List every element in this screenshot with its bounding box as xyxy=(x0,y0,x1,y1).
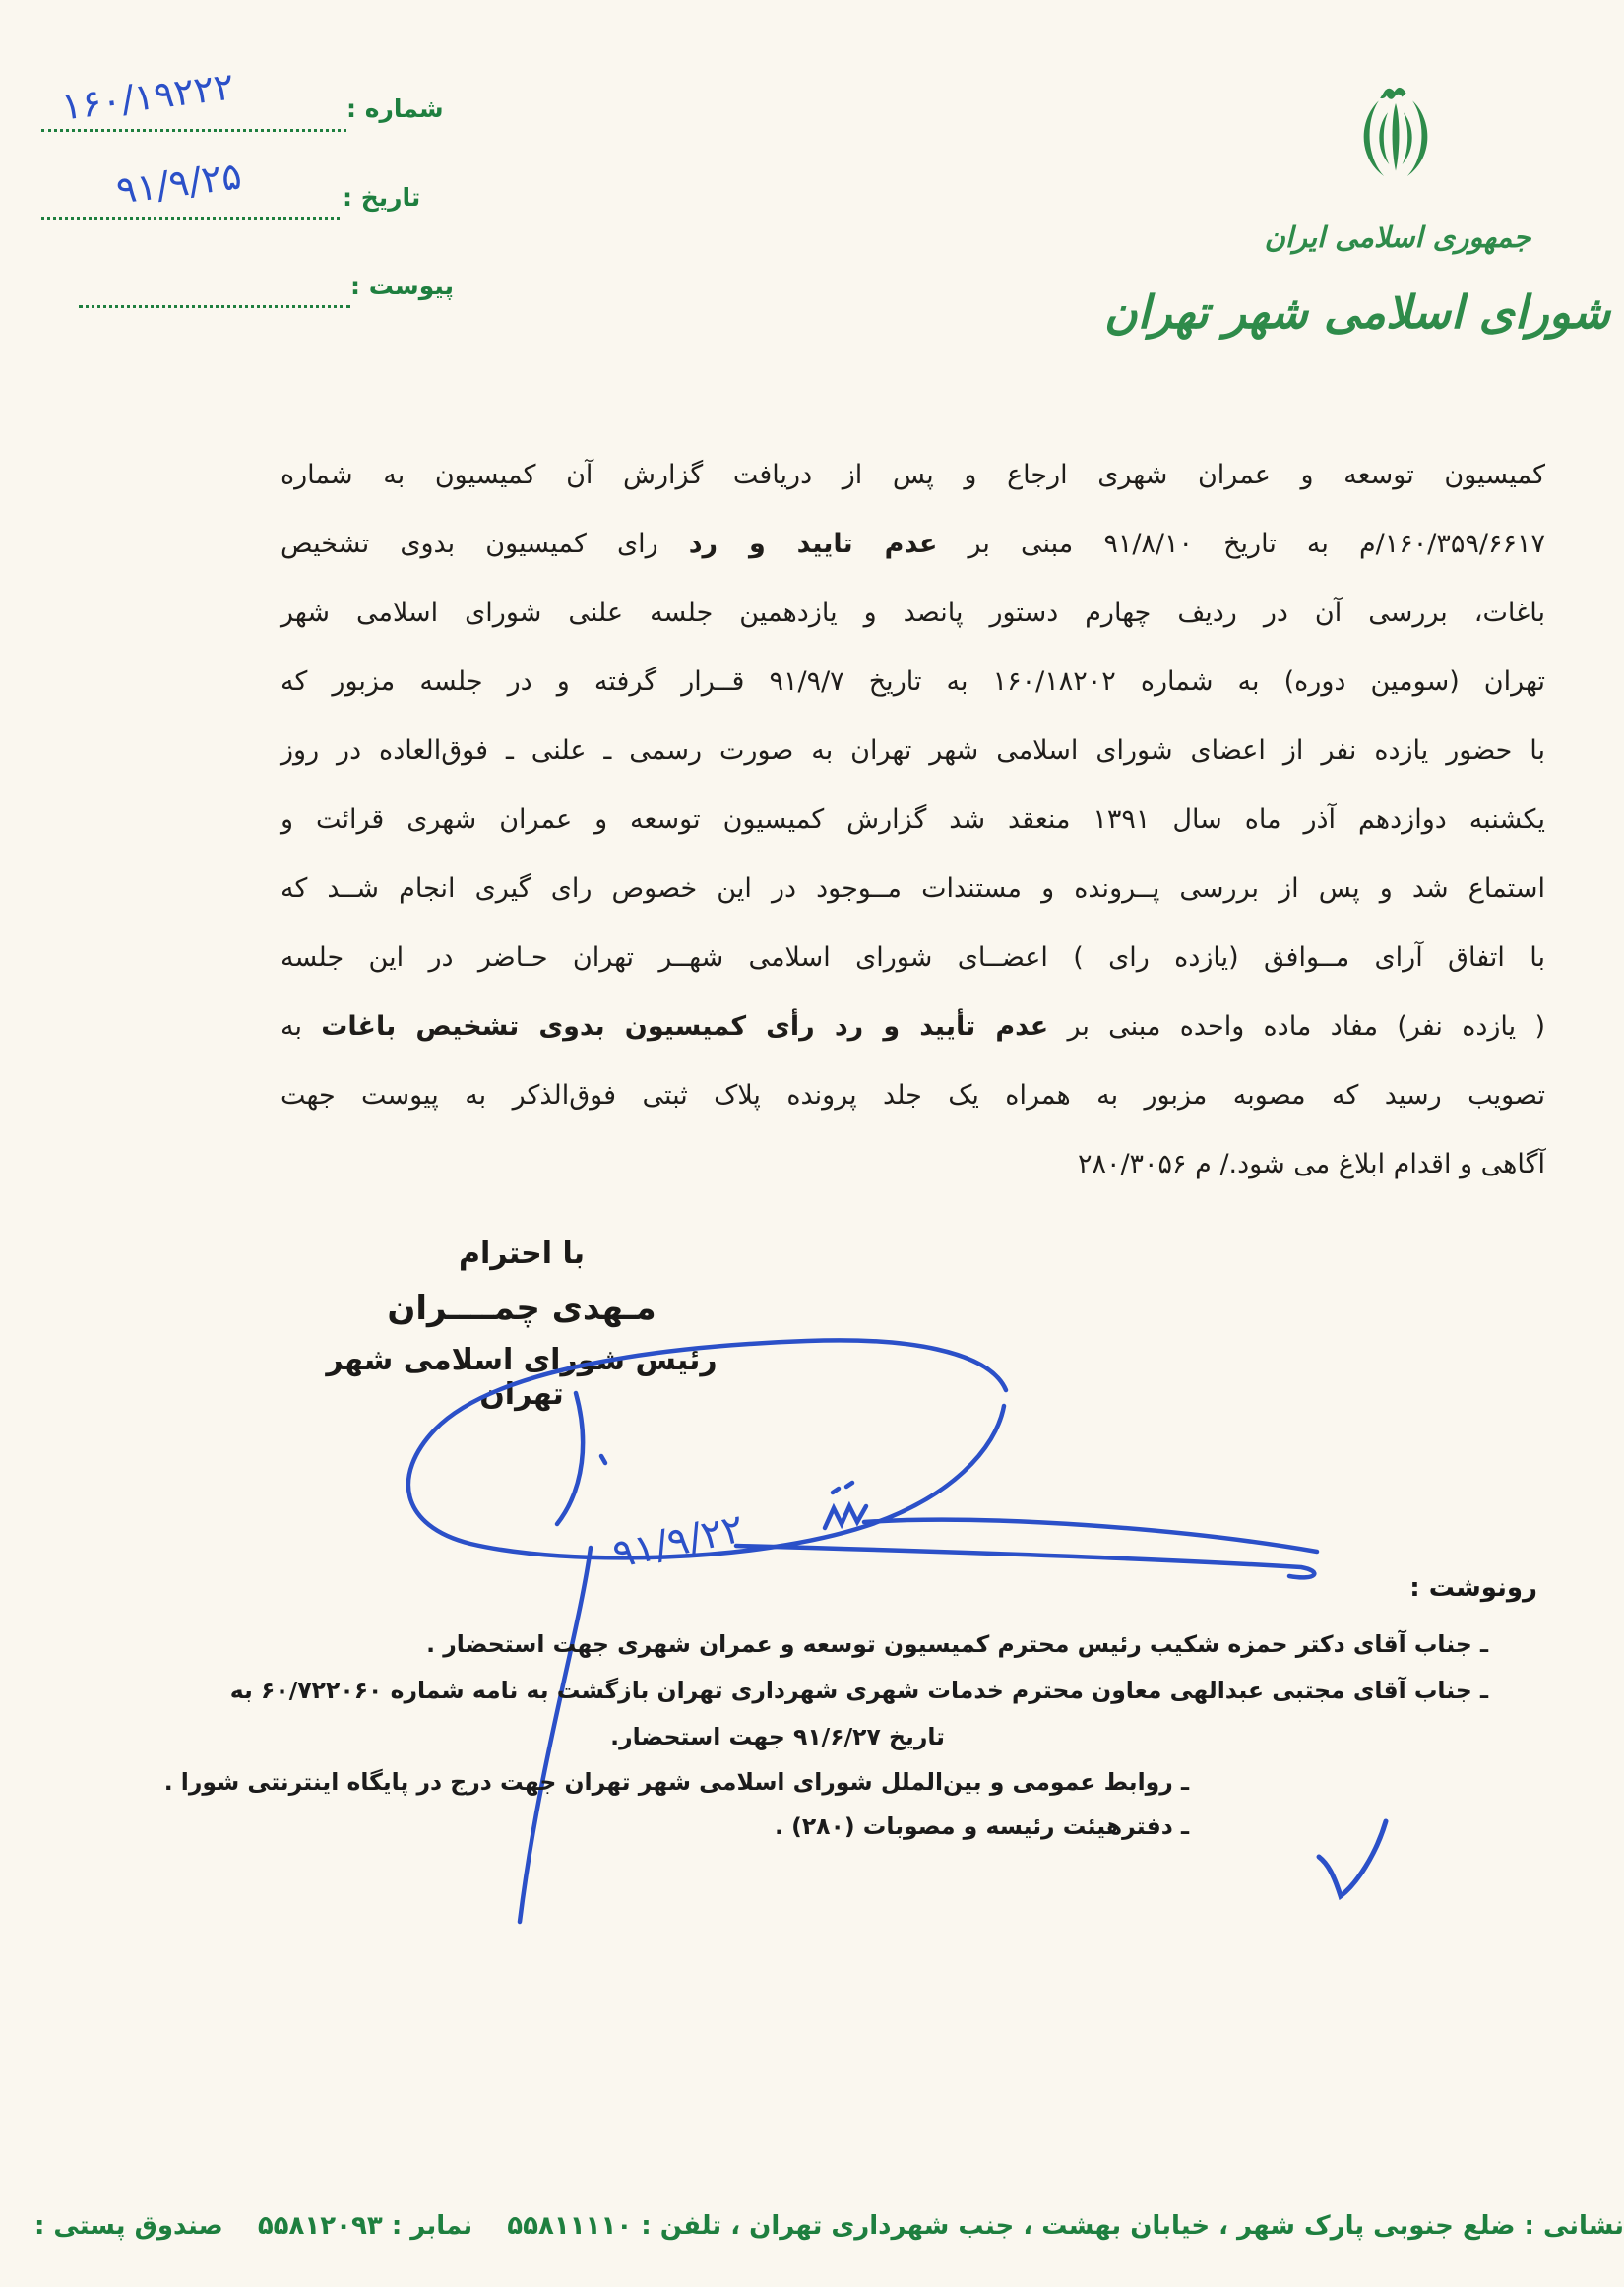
cc-item: ـ روابط عمومی و بین‌الملل شورای اسلامی شهر تهران جهت درج در پایگاه اینترنتی شورا . xyxy=(163,1768,1189,1796)
body-line xyxy=(281,992,1545,1061)
body-line-text: رای کمیسیون بدوی تشخیص xyxy=(281,529,689,559)
body-line xyxy=(281,855,1545,923)
body-line-text: آگاهی و اقدام ابلاغ می شود./ م ۲۸۰/۳۰۵۶ xyxy=(1077,1149,1545,1179)
body-line xyxy=(281,786,1545,855)
handwritten-letter-date: ۹۱/۹/۲۵ xyxy=(113,154,244,213)
body-line xyxy=(281,441,1545,510)
cc-heading: رونوشت : xyxy=(1409,1573,1537,1603)
body-line-text: با اتفاق آرای مــوافق (یازده رای ) اعضــای شورای اسلامی شهــر تهران حـاضر در این جلسه xyxy=(281,942,1545,973)
council-title: شورای اسلامی شهر تهران xyxy=(1103,286,1610,339)
body-line xyxy=(281,717,1545,786)
body-line-text: باغات، بررسی آن در ردیف چهارم دستور پانصد و یازدهمین جلسه علنی شورای اسلامی شهر xyxy=(281,598,1545,628)
footer-fax: نمابر : ۵۵۸۱۲۰۹۳ xyxy=(257,2211,473,2241)
signer-title: رئیس شورای اسلامی شهر تهران xyxy=(326,1343,718,1412)
footer-address-phone: نشانی : ضلع جنوبی پارک شهر ، خیابان بهشت ، جنب شهرداری تهران ، تلفن : ۵۵۸۱۱۱۱۰ xyxy=(507,2211,1624,2241)
signature-block xyxy=(305,1237,738,1412)
date-label: تاریخ : xyxy=(343,183,421,212)
body-line xyxy=(281,648,1545,717)
body-line-text: تهران (سومین دوره) به شماره ۱۶۰/۱۸۲۰۲ به تاریخ ۹۱/۹/۷ قــرار گرفته و در جلسه مزبور که xyxy=(281,667,1545,697)
body-line-text: یکشنبه دوازدهم آذر ماه سال ۱۳۹۱ منعقد شد گزارش کمیسیون توسعه و عمران شهری قرائت و xyxy=(281,804,1545,835)
attachment-label: پیوست : xyxy=(350,272,455,300)
number-label: شماره : xyxy=(346,95,444,123)
cc-item: تاریخ ۹۱/۶/۲۷ جهت استحضار. xyxy=(610,1723,945,1750)
body-line xyxy=(281,1130,1545,1199)
cc-item: ـ جناب آقای دکتر حمزه شکیب رئیس محترم کمیسیون توسعه و عمران شهری جهت استحضار . xyxy=(426,1630,1488,1658)
footer-pobox-label: صندوق پستی : xyxy=(33,2211,223,2241)
cc-item: ـ دفترهیئت رئیسه و مصوبات (۲۸۰) . xyxy=(774,1812,1189,1840)
handwritten-letter-number: ۱۶۰/۱۹۲۲۲ xyxy=(58,64,237,129)
body-line xyxy=(281,1061,1545,1130)
iran-emblem-icon xyxy=(1331,73,1461,207)
body-line-text: به xyxy=(281,1011,322,1042)
letter-body xyxy=(281,441,1545,1199)
checkmark-icon xyxy=(1319,1821,1386,1896)
footer-address-line xyxy=(0,2211,1624,2241)
signer-name: مـهدی چمــــران xyxy=(387,1289,656,1328)
attachment-dotted-line xyxy=(79,280,350,308)
republic-title: جمهوری اسلامی ایران xyxy=(1264,221,1531,254)
body-line xyxy=(281,579,1545,648)
cc-item: ـ جناب آقای مجتبی عبدالهی معاون محترم خدمات شهری شهرداری تهران بازگشت به نامه شماره ۶۰/۷۲۲۰۶۰ به xyxy=(229,1677,1488,1704)
body-line-text: با حضور یازده نفر از اعضای شورای اسلامی شهر تهران به صورت رسمی ـ علنی ـ فوق‌العاده در روز xyxy=(281,735,1545,766)
body-line-text: ( یازده نفر) مفاد ماده واحده مبنی بر xyxy=(1048,1011,1545,1042)
handwritten-signature-date: ۹۱/۹/۲۲ xyxy=(608,1505,748,1578)
body-line xyxy=(281,923,1545,992)
body-line-text: کمیسیون توسعه و عمران شهری ارجاع و پس از دریافت گزارش آن کمیسیون به شماره xyxy=(281,460,1545,490)
body-line-bold: عدم تأیید و رد رأی کمیسیون بدوی تشخیص باغات xyxy=(321,1011,1049,1042)
body-line-text: ۱۶۰/۳۵۹/۶۶۱۷/م به تاریخ ۹۱/۸/۱۰ مبنی بر xyxy=(937,529,1545,559)
signature-salutation: با احترام xyxy=(458,1237,586,1271)
body-line-text: استماع شد و پس از بررسی پــرونده و مستندات مــوجود در این خصوص رای گیری انجام شــد که xyxy=(281,873,1545,904)
body-line-text: تصویب رسید که مصوبه مزبور به همراه یک جلد پرونده پلاک ثبتی فوق‌الذکر به پیوست جهت xyxy=(281,1080,1545,1111)
body-line xyxy=(281,510,1545,579)
body-line-bold: عدم تایید و رد xyxy=(688,529,938,559)
